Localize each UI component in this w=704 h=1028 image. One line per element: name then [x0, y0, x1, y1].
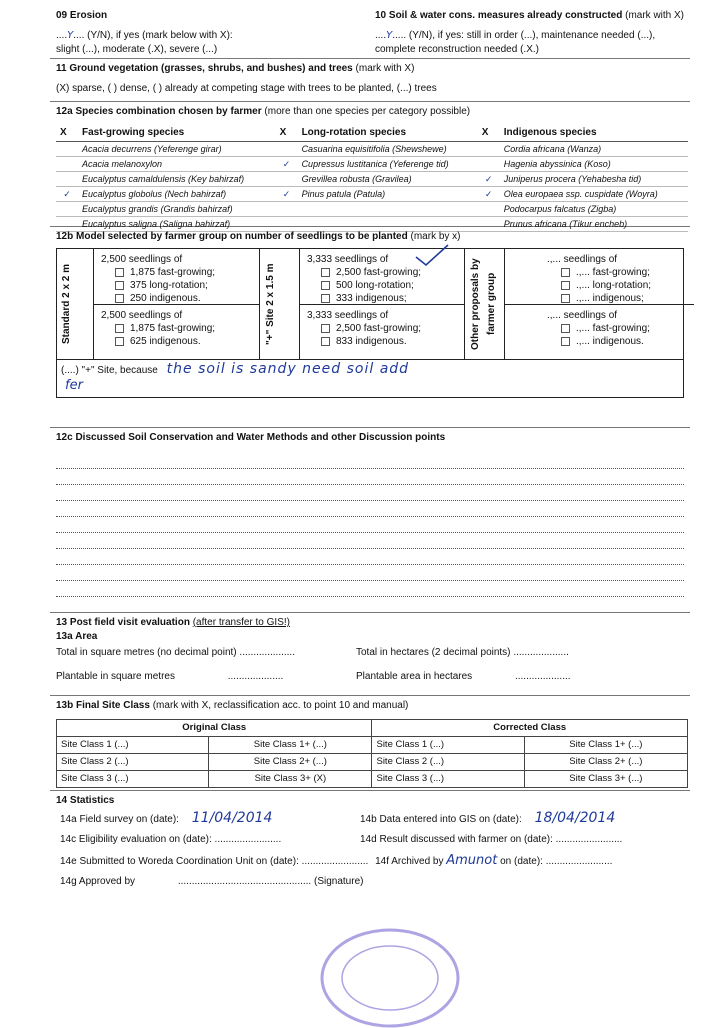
eligibility-label: 14c Eligibility evaluation on (date):: [60, 834, 212, 845]
checkbox[interactable]: [321, 281, 330, 290]
corrected-class-header: Corrected Class: [372, 720, 688, 737]
long-species: Pinus patula (Patula): [298, 187, 478, 202]
seedlings-head: 2,500 seedlings of: [101, 310, 183, 321]
checkbox[interactable]: [115, 324, 124, 333]
fast-mark[interactable]: [56, 142, 78, 157]
checkbox[interactable]: [321, 268, 330, 277]
s12a-title: 12a Species combination chosen by farmer: [56, 106, 262, 117]
site-class-option[interactable]: Site Class 3+ (X): [209, 771, 372, 788]
s09-post: .... (Y/N), if yes (mark below with X):: [73, 30, 233, 41]
checkbox[interactable]: [321, 324, 330, 333]
s13b-suffix: (mark with X, reclassification acc. to point 10 and manual): [152, 700, 409, 711]
species-row: [56, 157, 688, 172]
section-12c: [50, 428, 690, 613]
archived-by[interactable]: Amunot: [446, 853, 498, 868]
site-class-option[interactable]: Site Class 1+ (...): [524, 737, 687, 754]
checkbox[interactable]: [321, 337, 330, 346]
option-plus1: [307, 253, 421, 305]
discussion-line[interactable]: [56, 517, 684, 533]
s10-answer[interactable]: Y: [386, 30, 393, 41]
fast-species: Acacia decurrens (Yeferenge girar): [78, 142, 276, 157]
seedling-item: .,... fast-growing;: [576, 267, 650, 278]
plantable-ha-label: Plantable area in hectares: [356, 671, 473, 682]
species-table: [56, 125, 688, 232]
checkbox[interactable]: [561, 337, 570, 346]
discussion-line[interactable]: [56, 533, 684, 549]
species-row: [56, 202, 688, 217]
reason-label: (....) "+" Site, because: [61, 365, 158, 376]
class-row: [57, 771, 688, 788]
col-x: X: [276, 125, 298, 142]
species-row: [56, 172, 688, 187]
section-erosion-swc: [50, 6, 690, 59]
checkbox[interactable]: [115, 268, 124, 277]
option-std2: [101, 309, 215, 348]
option-other1: [547, 253, 651, 305]
col-x: X: [56, 125, 78, 142]
ind-species: Juniperus procera (Yehabesha tid): [500, 172, 688, 187]
check-mark-icon: [412, 243, 452, 267]
s12a-suffix: (more than one species per category possible): [264, 106, 471, 117]
site-class-table: [56, 719, 688, 788]
s09-title: 09 Erosion: [56, 10, 108, 21]
option-other2: [547, 309, 650, 348]
model-grid: [56, 248, 684, 398]
seedlings-head: .,... seedlings of: [547, 310, 618, 321]
s11-options: (X) sparse, ( ) dense, ( ) already at competing stage with trees to be planted, (...) trees: [56, 83, 437, 94]
submitted-label: 14e Submitted to Woreda Coordination Unit on (date):: [60, 856, 299, 867]
reason-text-2[interactable]: fer: [65, 378, 83, 393]
ind-mark[interactable]: ✓: [478, 187, 500, 202]
s10-post: ..... (Y/N), if yes: still in order (...), maintenance needed (...),: [392, 30, 656, 41]
reason-text[interactable]: the soil is sandy need soil add: [166, 361, 410, 377]
species-header: [56, 125, 688, 142]
ind-species: Olea europaea ssp. cuspidate (Woyra): [500, 187, 688, 202]
discussion-line[interactable]: [56, 581, 684, 597]
s10-suffix: (mark with X): [625, 10, 685, 21]
option-std1: [101, 253, 215, 305]
total-ha-label: Total in hectares (2 decimal points): [356, 647, 511, 658]
long-mark[interactable]: [276, 172, 298, 187]
archived-date[interactable]: ........................: [545, 856, 613, 867]
ind-species: Hagenia abyssinica (Koso): [500, 157, 688, 172]
discussion-line[interactable]: [56, 565, 684, 581]
site-class-option[interactable]: Site Class 2 (...): [57, 754, 209, 771]
archived-date-label: on (date):: [500, 856, 543, 867]
ind-species: Prunus africana (Tikur encheb): [500, 217, 688, 232]
fast-species: Eucalyptus globolus (Nech bahirzaf): [78, 187, 276, 202]
gis-entry-date[interactable]: 18/04/2014: [534, 810, 616, 826]
site-class-option[interactable]: Site Class 1 (...): [372, 737, 524, 754]
s13b-title: 13b Final Site Class: [56, 700, 150, 711]
discussion-line[interactable]: [56, 549, 684, 565]
seedlings-head: 3,333 seedlings of: [307, 254, 389, 265]
site-class-option[interactable]: Site Class 3+ (...): [524, 771, 687, 788]
s12c-title: 12c Discussed Soil Conservation and Water Methods and other Discussion points: [56, 432, 446, 443]
s09-severity: slight (...), moderate (.X), severe (...): [56, 44, 218, 55]
seedling-item: 833 indigenous.: [336, 336, 407, 347]
label-standard: Standard 2 x 2 m: [61, 263, 72, 345]
label-plus-site: "+" Site 2 x 1.5 m: [265, 263, 276, 345]
plantable-ha-field[interactable]: ....................: [514, 671, 571, 682]
fast-mark[interactable]: [56, 202, 78, 217]
long-species: Cupressus lustitanica (Yeferenge tid): [298, 157, 478, 172]
site-class-option[interactable]: Site Class 2 (...): [372, 754, 524, 771]
s13-title: 13 Post field visit evaluation: [56, 617, 190, 628]
fast-mark[interactable]: ✓: [56, 187, 78, 202]
fast-mark[interactable]: [56, 157, 78, 172]
ind-mark[interactable]: [478, 157, 500, 172]
checkbox[interactable]: [561, 268, 570, 277]
seedling-item: 625 indigenous.: [130, 336, 201, 347]
seedling-item: 500 long-rotation;: [336, 280, 414, 291]
section-09: [56, 9, 365, 55]
col-ind: Indigenous species: [500, 125, 688, 142]
result-discussed-label: 14d Result discussed with farmer on (date):: [360, 834, 553, 845]
approved-signature[interactable]: ........................: [177, 876, 245, 887]
seedling-item: .,... indigenous.: [576, 336, 644, 347]
approved-signature-cont[interactable]: ........................: [244, 876, 312, 887]
section-12b: [50, 227, 690, 428]
species-row: [56, 187, 688, 202]
discussion-line[interactable]: [56, 485, 684, 501]
fast-species: Eucalyptus grandis (Grandis bahirzaf): [78, 202, 276, 217]
fast-species: Acacia melanoxylon: [78, 157, 276, 172]
s10-pre: ....: [375, 30, 387, 41]
long-mark[interactable]: [276, 142, 298, 157]
original-class-header: Original Class: [57, 720, 372, 737]
signature-label: (Signature): [314, 876, 364, 887]
total-sqm-label: Total in square metres (no decimal point): [56, 647, 237, 658]
section-10: [375, 9, 684, 55]
long-species: Grevillea robusta (Gravilea): [298, 172, 478, 187]
section-11: [50, 59, 690, 102]
long-mark[interactable]: [276, 202, 298, 217]
seedling-item: .,... indigenous;: [576, 293, 644, 304]
long-mark[interactable]: ✓: [276, 157, 298, 172]
official-stamp-icon: [315, 918, 465, 1028]
s09-answer[interactable]: Y: [67, 30, 74, 41]
species-row: [56, 142, 688, 157]
plantable-sqm-field[interactable]: ....................: [227, 671, 284, 682]
s11-title: 11 Ground vegetation (grasses, shrubs, and bushes) and trees: [56, 63, 353, 74]
seedling-item: .,... long-rotation;: [576, 280, 652, 291]
plantable-sqm-label: Plantable in square metres: [56, 671, 175, 682]
approved-label: 14g Approved by: [60, 876, 136, 887]
discussion-line[interactable]: [56, 469, 684, 485]
col-fast: Fast-growing species: [78, 125, 276, 142]
seedling-item: .,... fast-growing;: [576, 323, 650, 334]
ind-species: Cordia africana (Wanza): [500, 142, 688, 157]
checkbox[interactable]: [561, 281, 570, 290]
seedling-item: 1,875 fast-growing;: [130, 267, 216, 278]
long-species: Casuarina equisitifolia (Shewshewe): [298, 142, 478, 157]
s12b-title: 12b Model selected by farmer group on number of seedlings to be planted: [56, 231, 408, 242]
ind-mark[interactable]: ✓: [478, 172, 500, 187]
ind-species: Podocarpus falcatus (Zigba): [500, 202, 688, 217]
class-row: [57, 754, 688, 771]
section-13b: [50, 696, 690, 791]
fast-species: Eucalyptus saligna (Saligna bahirzaf): [78, 217, 276, 232]
s13a-title: 13a Area: [56, 631, 98, 642]
s12b-suffix: (mark by x): [410, 231, 461, 242]
section-14: [50, 791, 690, 927]
site-class-option[interactable]: Site Class 2+ (...): [524, 754, 687, 771]
seedling-item: 250 indigenous.: [130, 293, 201, 304]
site-class-option[interactable]: Site Class 2+ (...): [209, 754, 372, 771]
s09-pre: ....: [56, 30, 68, 41]
seedlings-head: 3,333 seedlings of: [307, 310, 389, 321]
site-class-option[interactable]: Site Class 3 (...): [372, 771, 524, 788]
checkbox[interactable]: [561, 324, 570, 333]
site-class-option[interactable]: Site Class 1 (...): [57, 737, 209, 754]
label-other: Other proposals by farmer group: [470, 258, 497, 350]
checkbox[interactable]: [115, 294, 124, 303]
total-sqm-field[interactable]: ....................: [239, 647, 295, 658]
submitted-date[interactable]: ........................: [301, 856, 369, 867]
field-survey-label: 14a Field survey on (date):: [60, 814, 179, 825]
option-plus2: [307, 309, 421, 348]
long-species: [298, 202, 478, 217]
result-discussed-date[interactable]: ........................: [555, 834, 623, 845]
class-row: [57, 737, 688, 754]
ind-mark[interactable]: [478, 142, 500, 157]
seedling-item: 2,500 fast-growing;: [336, 323, 422, 334]
field-survey-date[interactable]: 11/04/2014: [191, 810, 273, 826]
checkbox[interactable]: [115, 281, 124, 290]
s10-title: 10 Soil & water cons. measures already constructed: [375, 10, 623, 21]
site-class-option[interactable]: Site Class 3 (...): [57, 771, 209, 788]
col-x: X: [478, 125, 500, 142]
total-ha-field[interactable]: ....................: [513, 647, 569, 658]
section-12a: [50, 102, 690, 227]
s11-suffix: (mark with X): [355, 63, 415, 74]
seedlings-head: .,... seedlings of: [547, 254, 618, 265]
section-13: [50, 613, 690, 696]
s13-link: (after transfer to GIS!): [192, 617, 290, 628]
long-mark[interactable]: ✓: [276, 187, 298, 202]
form-page: [50, 6, 690, 927]
checkbox[interactable]: [561, 294, 570, 303]
checkbox[interactable]: [321, 294, 330, 303]
discussion-line[interactable]: [56, 453, 684, 469]
col-long: Long-rotation species: [298, 125, 478, 142]
seedling-item: 375 long-rotation;: [130, 280, 208, 291]
eligibility-date[interactable]: ........................: [214, 834, 282, 845]
ind-mark[interactable]: [478, 202, 500, 217]
s10-reconstruction: complete reconstruction needed (.X.): [375, 44, 539, 55]
discussion-line[interactable]: [56, 501, 684, 517]
seedling-item: 333 indigenous;: [336, 293, 407, 304]
discussion-lines[interactable]: [56, 453, 684, 597]
gis-entry-label: 14b Data entered into GIS on (date):: [360, 814, 522, 825]
s14-title: 14 Statistics: [56, 795, 115, 806]
fast-species: Eucalyptus camaldulensis (Key bahirzaf): [78, 172, 276, 187]
seedling-item: 2,500 fast-growing;: [336, 267, 422, 278]
site-class-option[interactable]: Site Class 1+ (...): [209, 737, 372, 754]
archived-label: 14f Archived by: [375, 856, 444, 867]
fast-mark[interactable]: [56, 172, 78, 187]
checkbox[interactable]: [115, 337, 124, 346]
reason-line: [61, 363, 689, 377]
seedlings-head: 2,500 seedlings of: [101, 254, 183, 265]
seedling-item: 1,875 fast-growing;: [130, 323, 216, 334]
